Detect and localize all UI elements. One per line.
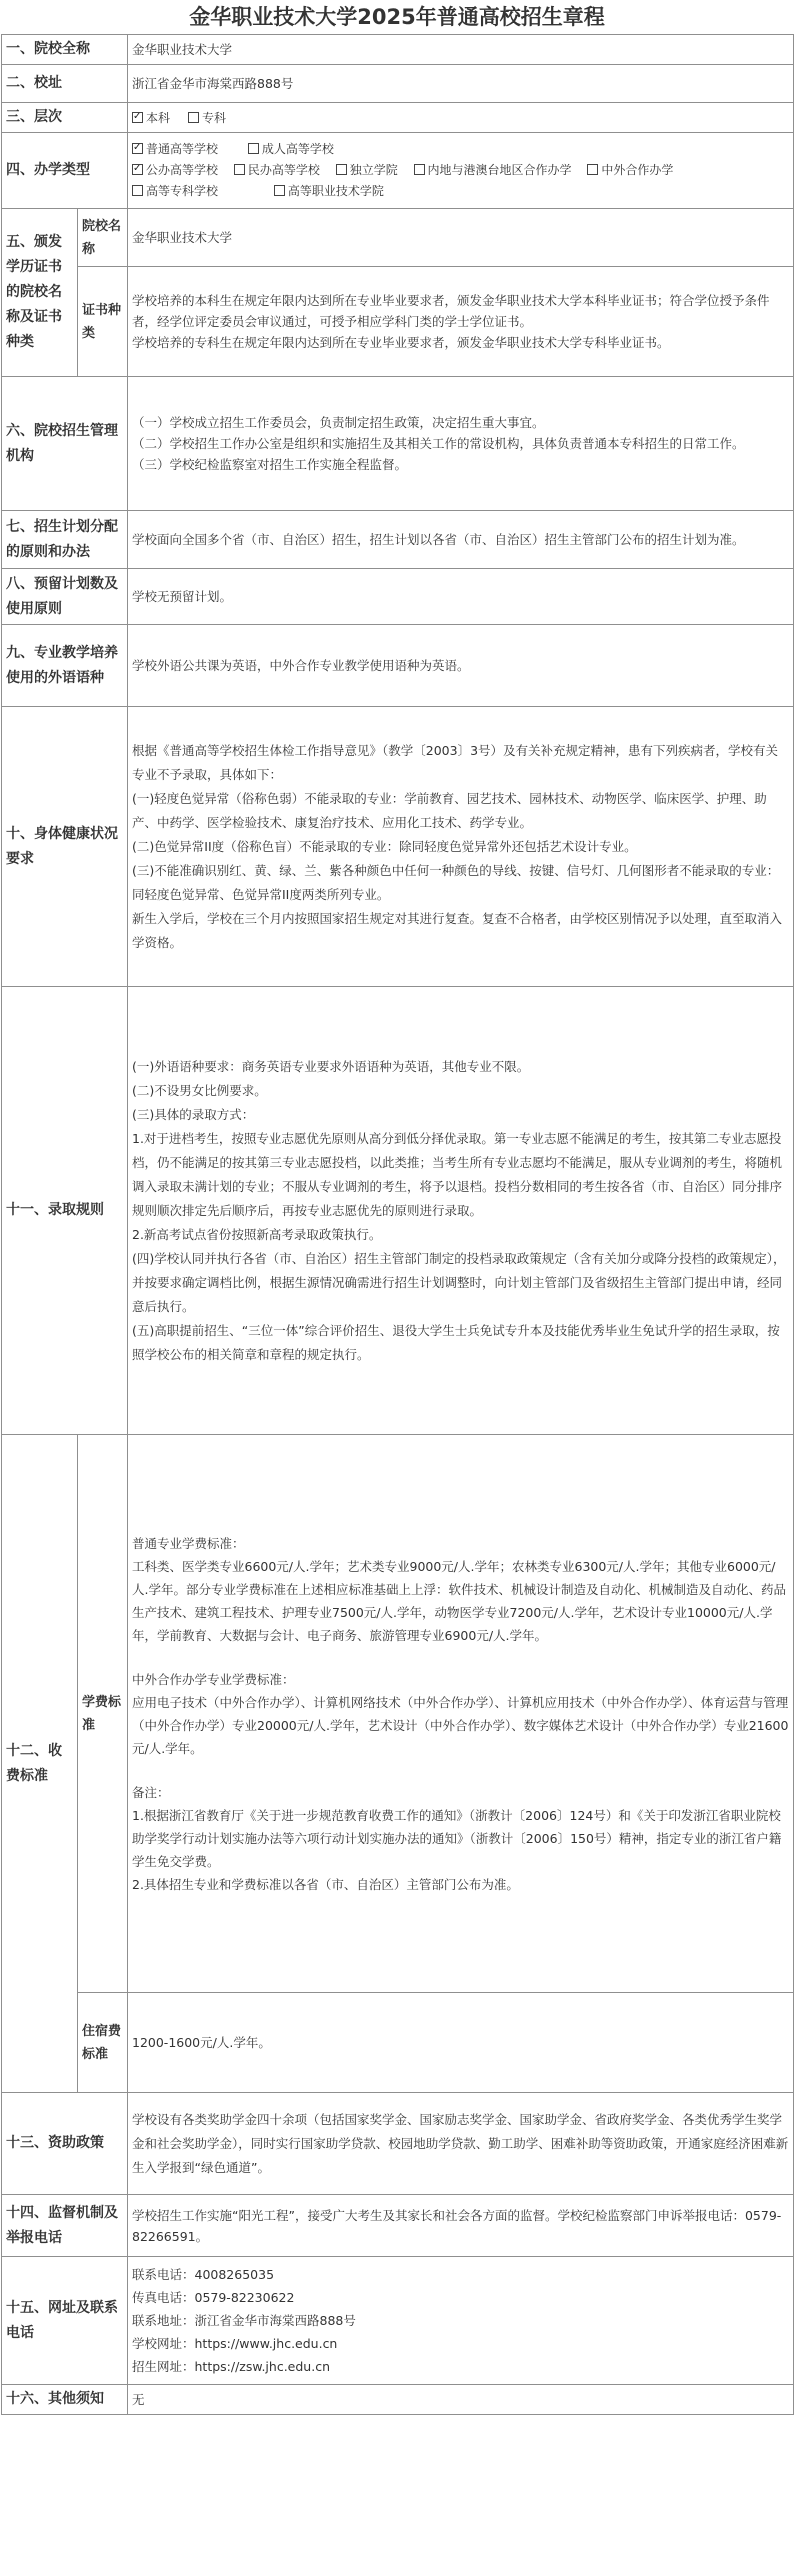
tuition-spacer: [132, 1760, 789, 1781]
value-plan-allocation: 学校面向全国多个省（市、自治区）招生，招生计划以各省（市、自治区）招生主管部门公布的招生计划为准。: [128, 511, 794, 569]
rules-line: 2.新高考试点省份按照新高考录取政策执行。: [132, 1226, 382, 1242]
value-admission-office: [128, 377, 794, 511]
value-level: [128, 103, 794, 133]
label-supervision: 十四、监督机制及举报电话: [2, 2195, 128, 2257]
contact-address: 联系地址：浙江省金华市海棠西路888号: [132, 2313, 356, 2328]
value-supervision: 学校招生工作实施“阳光工程”，接受广大考生及其家长和社会各方面的监督。学校纪检监察部门申诉举报电话：0579-82266591。: [128, 2195, 794, 2257]
value-school-name: 金华职业技术大学: [128, 35, 794, 65]
page-title: 金华职业技术大学2025年普通高校招生章程: [189, 5, 605, 29]
option-sino-foreign: 中外合作办学: [587, 160, 673, 181]
option-private: 民办高等学校: [234, 160, 320, 181]
row-admission-office: [2, 377, 794, 511]
checkbox-icon: [587, 164, 598, 175]
row-health-requirements: [2, 707, 794, 987]
label-plan-allocation: 七、招生计划分配的原则和办法: [2, 511, 128, 569]
value-school-type: [128, 133, 794, 209]
label-cert-school-name: 院校名称: [78, 209, 128, 267]
row-reserved-plan: [2, 569, 794, 625]
label-certificate: 五、颁发学历证书的院校名称及证书种类: [2, 209, 78, 377]
checkbox-icon: [274, 185, 285, 196]
option-hk-macao-tw: 内地与港澳台地区合作办学: [414, 160, 572, 181]
option-regular-hei: ✓普通高等学校: [132, 139, 218, 160]
value-address: 浙江省金华市海棠西路888号: [128, 65, 794, 103]
admission-charter-table: [1, 34, 794, 2415]
option-adult-hei: 成人高等学校: [248, 139, 334, 160]
option-junior-college-school: 高等专科学校: [132, 181, 218, 202]
rules-line: 1.对于进档考生，按照专业志愿优先原则从高分到低分择优录取。第一专业志愿不能满足的考生，按其第二专业志愿投档，仍不能满足的按其第三专业志愿投档，以此类推；当考生所有专业志愿均不能满足，服从专业调剂的考生，将随机调入录取未满计划的专业；不服从专业调剂的考生，将予以退档。投档分数相同的考生按各省（市、自治区）同分排序规则顺次排定先后顺序后，再按专业志愿优先的原则进行录取。: [132, 1130, 783, 1218]
label-financial-aid: 十三、资助政策: [2, 2093, 128, 2195]
option-junior-college: 专科: [188, 108, 226, 129]
checkbox-icon-checked: [132, 164, 143, 175]
health-line: (二)色觉异常II度（俗称色盲）不能录取的专业：除同轻度色觉异常外还包括艺术设计专业。: [132, 838, 637, 854]
contact-fax: 传真电话：0579-82230622: [132, 2290, 295, 2305]
label-foreign-language: 九、专业教学培养使用的外语语种: [2, 625, 128, 707]
value-health-requirements: [128, 707, 794, 987]
cert-type-line: 学校培养的专科生在规定年限内达到所在专业毕业要求者，颁发金华职业技术大学专科毕业证书。: [132, 335, 670, 350]
row-tuition: [2, 1435, 794, 1993]
contact-admission-website: 招生网址：https://zsw.jhc.edu.cn: [132, 2359, 330, 2374]
label-accommodation: 住宿费标准: [78, 1993, 128, 2093]
value-tuition: [128, 1435, 794, 1993]
value-cert-school-name: 金华职业技术大学: [128, 209, 794, 267]
option-independent: 独立学院: [336, 160, 398, 181]
checkbox-icon: [248, 143, 259, 154]
checkbox-icon: [234, 164, 245, 175]
checkbox-icon: [336, 164, 347, 175]
value-cert-type: [128, 267, 794, 377]
label-admission-office: 六、院校招生管理机构: [2, 377, 128, 511]
row-certificate-type: [2, 267, 794, 377]
label-tuition: 学费标准: [78, 1435, 128, 1993]
label-school-name: 一、院校全称: [2, 35, 128, 65]
checkbox-icon-checked: [132, 112, 143, 123]
tuition-line: 普通专业学费标准：: [132, 1535, 245, 1551]
row-school-type: [2, 133, 794, 209]
value-financial-aid: 学校设有各类奖助学金四十余项（包括国家奖学金、国家励志奖学金、国家助学金、省政府奖学金、各类优秀学生奖学金和社会奖助学金），同时实行国家助学贷款、校园地助学贷款、勤工助学、困难补助等资助政策，开通家庭经济困难新生入学报到“绿色通道”。: [128, 2093, 794, 2195]
option-public: ✓公办高等学校: [132, 160, 218, 181]
row-address: [2, 65, 794, 103]
label-admission-rules: 十一、录取规则: [2, 987, 128, 1435]
health-line: (三)不能准确识别红、黄、绿、兰、紫各种颜色中任何一种颜色的导线、按键、信号灯、几何图形者不能录取的专业：同轻度色觉异常、色觉异常II度两类所列专业。: [132, 862, 780, 902]
value-foreign-language: 学校外语公共课为英语，中外合作专业教学使用语种为英语。: [128, 625, 794, 707]
tuition-line: 工科类、医学类专业6600元/人.学年；艺术类专业9000元/人.学年；农林类专业6300元/人.学年；其他专业6000元/人.学年。部分专业学费标准在上述相应标准基础上上浮：软件技术、机械设计制造及自动化、机械制造及自动化、药品生产技术、建筑工程技术、护理专业7500元/人.学年，动物医学专业7200元/人.学年，艺术设计专业10000元/人.学年，学前教育、大数据与会计、电子商务、旅游管理专业6900元/人.学年。: [132, 1558, 786, 1643]
tuition-line: 中外合作办学专业学费标准：: [132, 1671, 295, 1687]
tuition-spacer: [132, 1647, 789, 1668]
row-financial-aid: [2, 2093, 794, 2195]
tuition-line: 2.具体招生专业和学费标准以各省（市、自治区）主管部门公布为准。: [132, 1876, 519, 1892]
checkbox-icon: [414, 164, 425, 175]
label-other-notes: 十六、其他须知: [2, 2385, 128, 2415]
row-other-notes: [2, 2385, 794, 2415]
office-line: （一）学校成立招生工作委员会，负责制定招生政策，决定招生重大事宜。: [132, 415, 545, 430]
value-contact: [128, 2257, 794, 2385]
label-reserved-plan: 八、预留计划数及使用原则: [2, 569, 128, 625]
row-contact: [2, 2257, 794, 2385]
health-line: 根据《普通高等学校招生体检工作指导意见》（教学〔2003〕3号）及有关补充规定精神，患有下列疾病者，学校有关专业不予录取，具体如下：: [132, 742, 779, 782]
checkbox-icon: [188, 112, 199, 123]
cert-type-line: 学校培养的本科生在规定年限内达到所在专业毕业要求者，颁发金华职业技术大学本科毕业证书；符合学位授予条件者，经学位评定委员会审议通过，可授予相应学科门类的学士学位证书。: [132, 293, 770, 329]
tuition-line: 备注：: [132, 1784, 170, 1800]
label-address: 二、校址: [2, 65, 128, 103]
row-admission-rules: [2, 987, 794, 1435]
contact-school-website: 学校网址：https://www.jhc.edu.cn: [132, 2336, 338, 2351]
row-accommodation: [2, 1993, 794, 2093]
row-supervision: [2, 2195, 794, 2257]
label-contact: 十五、网址及联系电话: [2, 2257, 128, 2385]
checkbox-icon-checked: [132, 143, 143, 154]
tuition-line: 应用电子技术（中外合作办学）、计算机网络技术（中外合作办学）、计算机应用技术（中外合作办学）、体育运营与管理（中外合作办学）专业20000元/人.学年，艺术设计（中外合作办学）、数字媒体艺术设计（中外合作办学）专业21600元/人.学年。: [132, 1694, 789, 1756]
rules-line: (四)学校认同并执行各省（市、自治区）招生主管部门制定的投档录取政策规定（含有关加分或降分投档的政策规定），并按要求确定调档比例，根据生源情况确需进行招生计划调整时，向计划主管部门及省级招生主管部门提出申请，经同意后执行。: [132, 1250, 786, 1314]
health-line: (一)轻度色觉异常（俗称色弱）不能录取的专业：学前教育、园艺技术、园林技术、动物医学、临床医学、护理、助产、中药学、医学检验技术、康复治疗技术、应用化工技术、药学专业。: [132, 790, 767, 830]
contact-phone: 联系电话：4008265035: [132, 2267, 275, 2282]
label-fees: 十二、收费标准: [2, 1435, 78, 2093]
value-admission-rules: [128, 987, 794, 1435]
rules-line: (一)外语语种要求：商务英语专业要求外语语种为英语，其他专业不限。: [132, 1058, 530, 1074]
row-level: [2, 103, 794, 133]
label-health-requirements: 十、身体健康状况要求: [2, 707, 128, 987]
option-vocational-college: 高等职业技术学院: [274, 181, 384, 202]
tuition-line: 1.根据浙江省教育厅《关于进一步规范教育收费工作的通知》（浙教计〔2006〕124号）和《关于印发浙江省职业院校助学奖学行动计划实施办法等六项行动计划实施办法的通知》（浙教计〔2006〕150号）精神，指定专业的浙江省户籍学生免交学费。: [132, 1807, 782, 1869]
checkbox-icon: [132, 185, 143, 196]
row-plan-allocation: [2, 511, 794, 569]
office-line: （二）学校招生工作办公室是组织和实施招生及其相关工作的常设机构，具体负责普通本专科招生的日常工作。: [132, 436, 745, 451]
value-other-notes: 无: [128, 2385, 794, 2415]
rules-line: (二)不设男女比例要求。: [132, 1082, 267, 1098]
value-accommodation: 1200-1600元/人.学年。: [128, 1993, 794, 2093]
option-undergraduate: ✓ 本科: [132, 108, 170, 129]
label-school-type: 四、办学类型: [2, 133, 128, 209]
label-cert-type: 证书种类: [78, 267, 128, 377]
rules-line: (三)具体的录取方式：: [132, 1106, 255, 1122]
label-level: 三、层次: [2, 103, 128, 133]
health-line: 新生入学后，学校在三个月内按照国家招生规定对其进行复查。复查不合格者，由学校区别情况予以处理，直至取消入学资格。: [132, 910, 783, 950]
value-reserved-plan: 学校无预留计划。: [128, 569, 794, 625]
office-line: （三）学校纪检监察室对招生工作实施全程监督。: [132, 457, 408, 472]
rules-line: (五)高职提前招生、“三位一体”综合评价招生、退役大学生士兵免试专升本及技能优秀毕业生免试升学的招生录取，按照学校公布的相关简章和章程的规定执行。: [132, 1322, 780, 1362]
row-school-name: [2, 35, 794, 65]
row-foreign-language: [2, 625, 794, 707]
row-certificate-school: [2, 209, 794, 267]
